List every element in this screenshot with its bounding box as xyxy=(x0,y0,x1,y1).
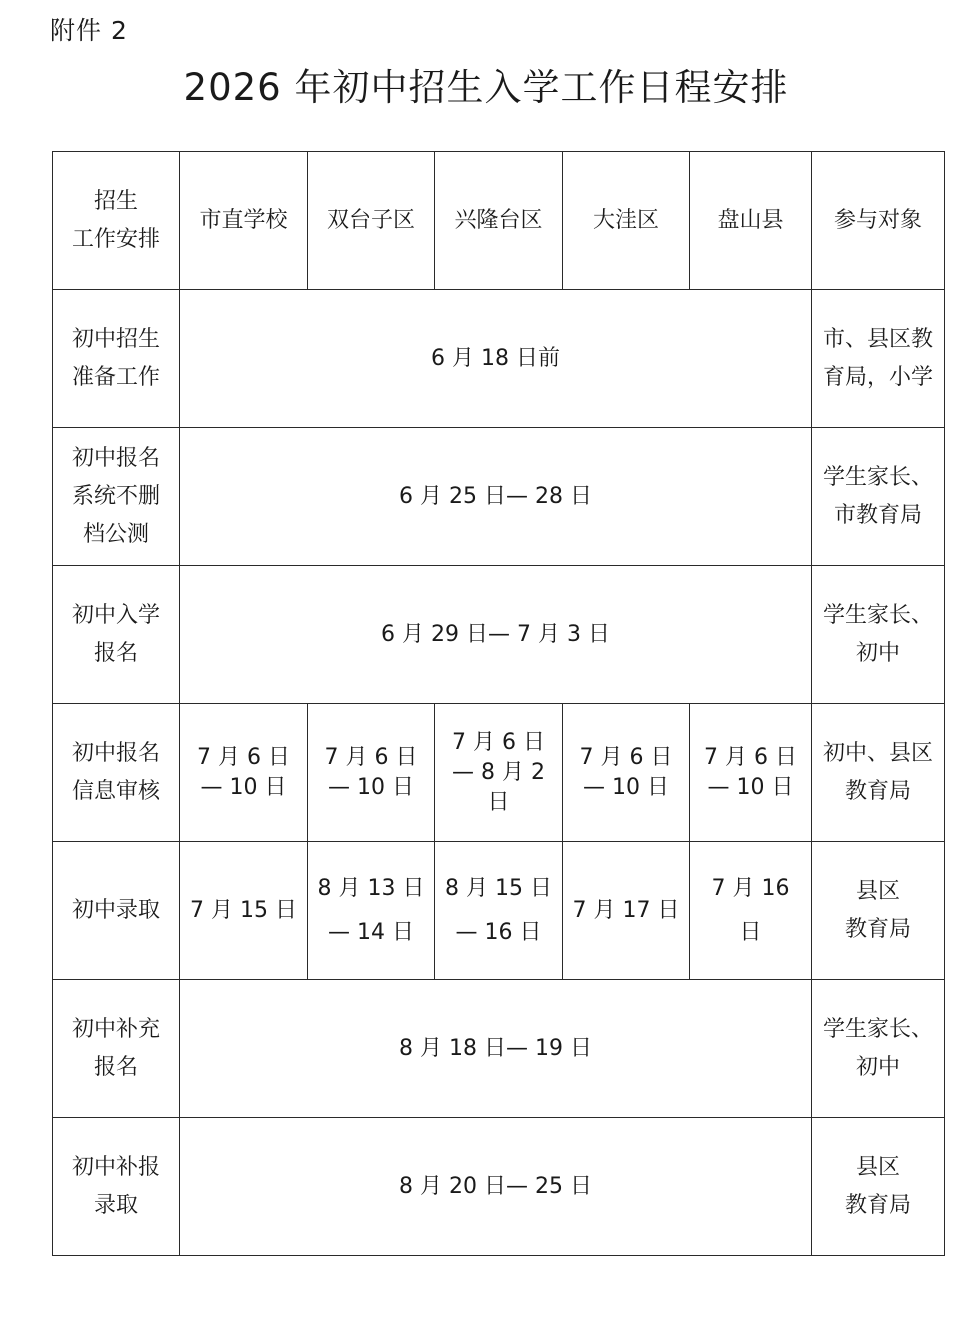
cell-line: 7 月 6 日 xyxy=(579,744,673,770)
date-cell xyxy=(563,842,690,980)
date-cell xyxy=(690,842,812,980)
cell-line: 报名 xyxy=(93,640,138,666)
cell-line: 7 月 16 xyxy=(711,875,790,901)
table-header-row xyxy=(53,152,945,290)
cell-line: 报名 xyxy=(93,1054,138,1080)
date-cell xyxy=(435,842,563,980)
cell-line: 录取 xyxy=(93,1192,138,1218)
cell-line: — 14 日 xyxy=(328,919,414,945)
merged-date-cell: 8 月 18 日— 19 日 xyxy=(180,980,812,1118)
row-label-cell xyxy=(53,980,180,1118)
header-cell-district: 双台子区 xyxy=(308,152,435,290)
row-label-cell xyxy=(53,1118,180,1256)
cell-line: 初中补报 xyxy=(71,1154,160,1180)
header-cell-participants: 参与对象 xyxy=(812,152,945,290)
page-title: 2026 年初中招生入学工作日程安排 xyxy=(183,66,789,109)
cell-line: 初中报名 xyxy=(71,445,160,471)
participants-cell xyxy=(812,980,945,1118)
table-row xyxy=(53,1118,945,1256)
date-cell xyxy=(690,704,812,842)
cell-line: — 8 月 2 xyxy=(452,759,545,785)
participants-cell xyxy=(812,704,945,842)
row-label-cell xyxy=(53,842,180,980)
cell-line: 教育局 xyxy=(844,916,911,942)
cell-line: 教育局 xyxy=(844,1192,911,1218)
cell-line: — 10 日 xyxy=(200,774,287,800)
cell-line: 初中报名 xyxy=(71,740,160,766)
date-cell xyxy=(563,704,690,842)
cell-line: 学生家长、 xyxy=(822,602,933,628)
participants-cell xyxy=(812,1118,945,1256)
cell-line: 7 月 6 日 xyxy=(324,744,418,770)
cell-line: 初中 xyxy=(855,1054,900,1080)
date-cell xyxy=(180,704,308,842)
cell-line: 初中、县区 xyxy=(822,740,933,766)
merged-date-cell: 6 月 18 日前 xyxy=(180,290,812,428)
cell-line: 市、县区教 xyxy=(822,326,933,352)
cell-line: 信息审核 xyxy=(71,778,160,804)
table-row xyxy=(53,290,945,428)
attachment-label: 附件 2 xyxy=(50,16,128,45)
header-cell-row-label xyxy=(53,152,180,290)
header-cell-district: 兴隆台区 xyxy=(435,152,563,290)
date-cell xyxy=(308,842,435,980)
date-cell xyxy=(180,842,308,980)
cell-line: — 10 日 xyxy=(583,774,669,800)
participants-cell xyxy=(812,428,945,566)
merged-date-cell: 8 月 20 日— 25 日 xyxy=(180,1118,812,1256)
cell-line: 系统不删 xyxy=(71,483,160,509)
cell-line: 准备工作 xyxy=(71,364,160,390)
table-row xyxy=(53,980,945,1118)
cell-line: 县区 xyxy=(855,878,900,904)
table-row xyxy=(53,566,945,704)
cell-line: 县区 xyxy=(855,1154,900,1180)
merged-date-cell: 6 月 25 日— 28 日 xyxy=(180,428,812,566)
merged-date-cell: 6 月 29 日— 7 月 3 日 xyxy=(180,566,812,704)
cell-line: 招生 xyxy=(93,188,138,214)
participants-cell xyxy=(812,566,945,704)
header-cell-district: 盘山县 xyxy=(690,152,812,290)
cell-line: — 16 日 xyxy=(455,919,542,945)
row-label-cell xyxy=(53,428,180,566)
row-label-cell xyxy=(53,704,180,842)
cell-line: 8 月 13 日 xyxy=(317,875,425,901)
date-cell xyxy=(308,704,435,842)
table-row xyxy=(53,842,945,980)
cell-line: 初中 xyxy=(855,640,900,666)
participants-cell xyxy=(812,290,945,428)
cell-line: 7 月 15 日 xyxy=(190,897,297,923)
cell-line: 初中招生 xyxy=(71,326,160,352)
cell-line: 日 xyxy=(739,919,762,945)
row-label-cell xyxy=(53,290,180,428)
cell-line: 日 xyxy=(487,789,510,815)
cell-line: 初中入学 xyxy=(71,602,160,628)
cell-line: 7 月 6 日 xyxy=(197,744,290,770)
table-row xyxy=(53,428,945,566)
cell-line: 市教育局 xyxy=(833,502,922,528)
header-cell-district: 市直学校 xyxy=(180,152,308,290)
participants-cell xyxy=(812,842,945,980)
cell-line: 教育局 xyxy=(844,778,911,804)
cell-line: 档公测 xyxy=(82,521,149,547)
table-row xyxy=(53,704,945,842)
cell-line: 学生家长、 xyxy=(822,464,933,490)
row-label-cell xyxy=(53,566,180,704)
cell-line: 工作安排 xyxy=(71,226,160,252)
cell-line: 7 月 6 日 xyxy=(452,729,545,755)
cell-line: 育局，小学 xyxy=(822,364,933,390)
cell-line: — 10 日 xyxy=(328,774,414,800)
schedule-table xyxy=(52,151,945,1256)
cell-line: 初中录取 xyxy=(71,897,160,923)
header-cell-district: 大洼区 xyxy=(563,152,690,290)
cell-line: 初中补充 xyxy=(71,1016,160,1042)
cell-line: — 10 日 xyxy=(707,774,794,800)
cell-line: 7 月 17 日 xyxy=(572,897,680,923)
cell-line: 学生家长、 xyxy=(822,1016,933,1042)
cell-line: 7 月 6 日 xyxy=(704,744,797,770)
date-cell xyxy=(435,704,563,842)
cell-line: 8 月 15 日 xyxy=(445,875,552,901)
